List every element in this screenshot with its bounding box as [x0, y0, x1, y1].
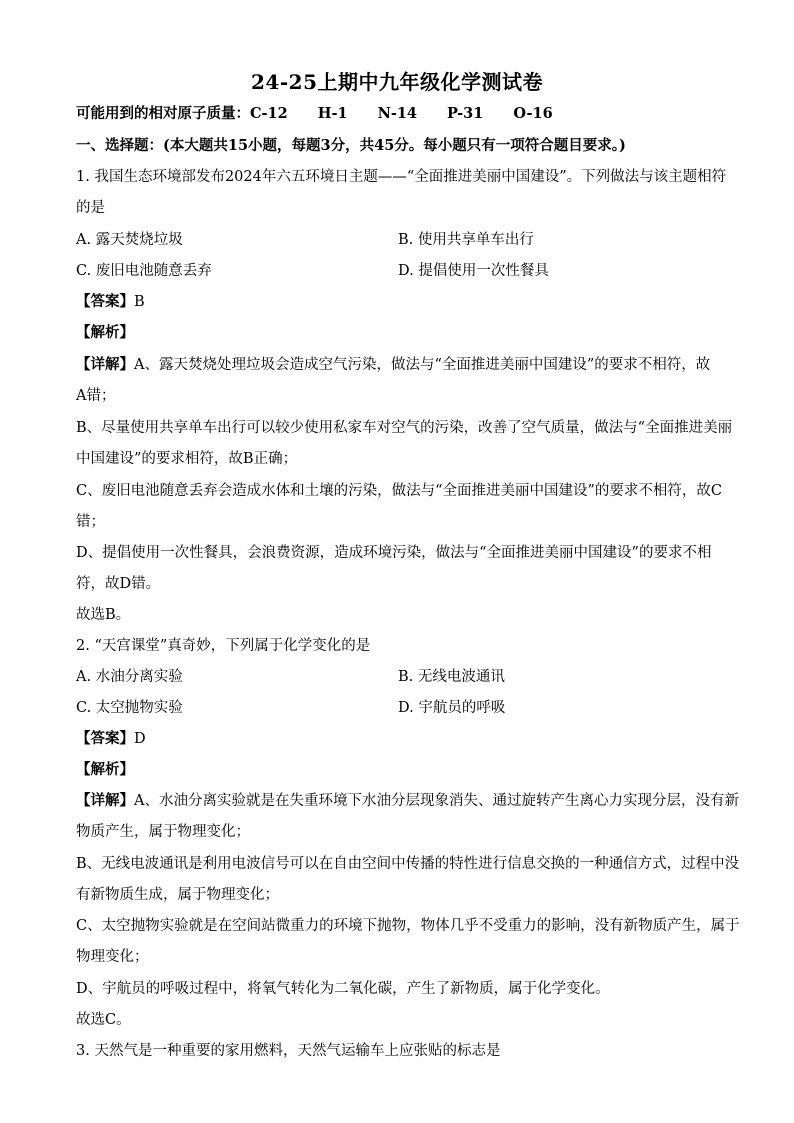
q1-answer — [76, 292, 724, 312]
q2-detail-line4: 有新物质生成，属于物理变化； — [76, 887, 279, 903]
q2-detail-line5: C、太空抛物实验就是在空间站微重力的环境下抛物，物体几乎不受重力的影响，没有新物质产生，属于 — [76, 918, 740, 934]
q2-option-d: D. 宇航员的呼吸 — [398, 700, 506, 716]
answer-tag: 【答案】 — [76, 293, 134, 310]
q1-detail-line6: 错； — [76, 514, 105, 530]
q3-stem: 3. 天然气是一种重要的家用燃料，天然气运输车上应张贴的标志是 — [76, 1043, 501, 1059]
q1-option-b: B. 使用共享单车出行 — [398, 232, 534, 248]
q2-detail-line7: D、宇航员的呼吸过程中，将氧气转化为二氧化碳，产生了新物质，属于化学变化。 — [76, 981, 610, 997]
q2-conclusion: 故选C。 — [76, 1012, 131, 1028]
atomic-mass-item: H-1 — [317, 105, 348, 122]
atomic-mass-item: O-16 — [513, 105, 553, 122]
page-title: 24-25上期中九年级化学测试卷 — [251, 70, 543, 94]
q2-answer — [76, 729, 724, 749]
q2-detail-line6: 物理变化； — [76, 949, 149, 965]
q2-option-b: B. 无线电波通讯 — [398, 669, 505, 685]
q1-detail-line2: A错； — [76, 388, 116, 404]
q1-analysis-tag: 【解析】 — [76, 324, 134, 341]
q2-option-c: C. 太空抛物实验 — [76, 700, 183, 716]
q2-option-a: A. 水油分离实验 — [76, 669, 183, 685]
atomic-masses-label: 可能用到的相对原子质量： — [76, 105, 250, 122]
q2-detail-line2: 物质产生，属于物理变化； — [76, 824, 250, 840]
q2-detail-line1 — [76, 791, 739, 811]
atomic-masses-line — [76, 104, 724, 124]
q1-detail-line3: B、尽量使用共享单车出行可以较少使用私家车对空气的污染，改善了空气质量，做法与“全面推进美丽 — [76, 420, 733, 436]
atomic-mass-item: N-14 — [377, 105, 418, 122]
answer-value: B — [134, 294, 145, 310]
q1-stem-line1: 1. 我国生态环境部发布2024年六五环境日主题——“全面推进美丽中国建设”。下列做法与该主题相符 — [76, 169, 727, 185]
q1-option-d: D. 提倡使用一次性餐具 — [398, 263, 549, 279]
q2-detail-line3: B、无线电波通讯是利用电波信号可以在自由空间中传播的特性进行信息交换的一种通信方式，过程中没 — [76, 856, 740, 872]
detail-text: A、水油分离实验就是在失重环境下水油分层现象消失、通过旋转产生离心力实现分层，没有新 — [134, 793, 739, 809]
q2-stem: 2. “天宫课堂”真奇妙，下列属于化学变化的是 — [76, 638, 371, 654]
q1-detail-line8: 符，故D错。 — [76, 576, 161, 592]
q1-detail-line5: C、废旧电池随意丢弃会造成水体和土壤的污染，做法与“全面推进美丽中国建设”的要求不相符，故C — [76, 483, 723, 499]
q1-detail-line1 — [76, 355, 724, 375]
q2-analysis-tag: 【解析】 — [76, 761, 134, 778]
atomic-mass-item: C-12 — [250, 105, 288, 122]
q1-conclusion: 故选B。 — [76, 607, 131, 623]
answer-tag: 【答案】 — [76, 730, 134, 747]
q1-detail-line7: D、提倡使用一次性餐具，会浪费资源，造成环境污染，做法与“全面推进美丽中国建设”的要求不相 — [76, 545, 712, 561]
detail-text: A、露天焚烧处理垃圾会造成空气污染，做法与“全面推进美丽中国建设”的要求不相符，故 — [134, 357, 711, 373]
q1-option-a: A. 露天焚烧垃圾 — [76, 232, 183, 248]
atomic-mass-item: P-31 — [447, 105, 484, 122]
answer-value: D — [134, 731, 146, 747]
q1-option-c: C. 废旧电池随意丢弃 — [76, 263, 212, 279]
section-heading: 一、选择题：(本大题共15小题，每题3分，共45分。每小题只有一项符合题目要求。) — [76, 137, 626, 154]
detail-tag: 【详解】 — [76, 792, 134, 809]
q1-stem-line2: 的是 — [76, 200, 105, 216]
q1-detail-line4: 中国建设”的要求相符，故B正确； — [76, 451, 298, 467]
detail-tag: 【详解】 — [76, 356, 134, 373]
